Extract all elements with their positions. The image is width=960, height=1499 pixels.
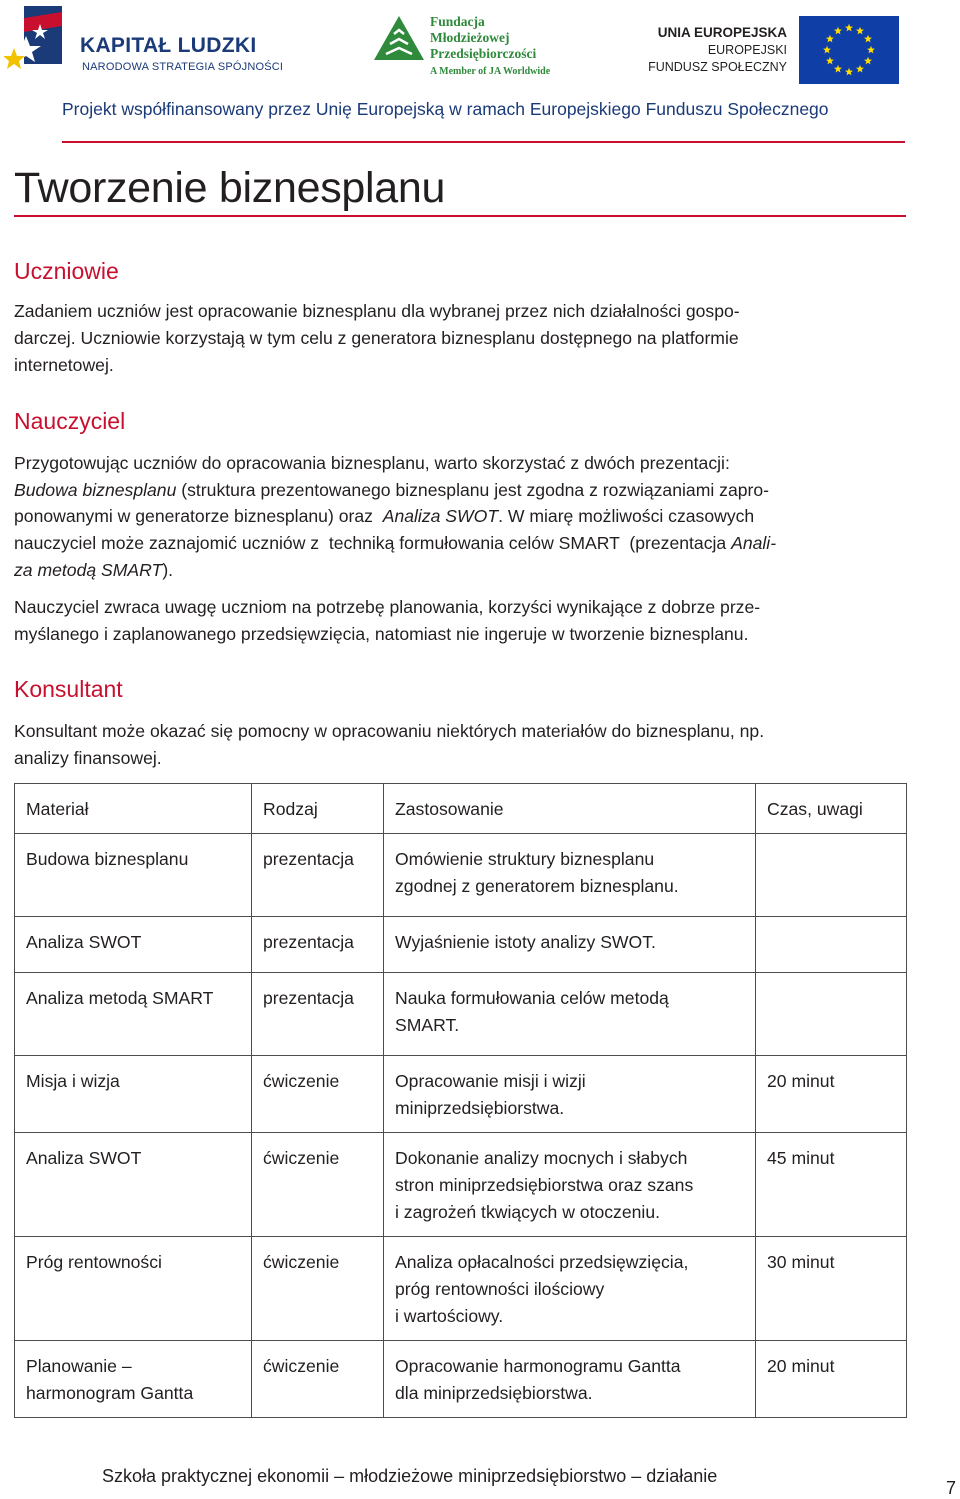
ue-line-1: UNIA EUROPEJSKA	[657, 25, 787, 40]
cell-czas	[756, 1341, 907, 1418]
fundacja-line-3: Przedsiębiorczości	[430, 46, 537, 61]
nauczyciel-line-3-b: . W miarę możliwości czasowych	[498, 506, 755, 526]
cell-czas-text: 20 minut	[767, 1071, 835, 1091]
fundacja-line-1: Fundacja	[430, 14, 485, 29]
table-row	[15, 834, 907, 917]
table-row	[15, 1237, 907, 1341]
cell-czas-text: 30 minut	[767, 1252, 835, 1272]
cell-zastosowanie	[384, 1133, 756, 1237]
nauczyciel-p2-line-1: Nauczyciel zwraca uwagę uczniom na potrzebę planowania, korzyści wynikające z dobrze prze-	[14, 597, 761, 617]
ue-line-2: EUROPEJSKI	[707, 43, 787, 57]
table-header-row	[15, 784, 907, 834]
nauczyciel-line-3	[14, 503, 754, 530]
cell-material-line: harmonogram Gantta	[26, 1383, 194, 1403]
cell-rodzaj-text: ćwiczenie	[263, 1356, 340, 1376]
material-ref-smart-1: Anali-	[731, 533, 777, 553]
cell-material	[15, 917, 252, 973]
nauczyciel-line-5	[14, 557, 173, 584]
cell-zastosowanie-line: dla miniprzedsiębiorstwa.	[395, 1383, 593, 1403]
cell-rodzaj-text: prezentacja	[263, 988, 354, 1008]
fundacja-tree-icon	[372, 14, 426, 62]
cell-zastosowanie-line: Dokonanie analizy mocnych i słabych	[395, 1148, 688, 1168]
cell-zastosowanie-line: i wartościowy.	[395, 1306, 504, 1326]
nauczyciel-p2-line-2: myślanego i zaplanowanego przedsięwzięcia, natomiast nie ingeruje w tworzenie biznesplanu.	[14, 624, 749, 644]
heading-uczniowie: Uczniowie	[14, 258, 119, 284]
cell-material-line: Analiza metodą SMART	[26, 988, 214, 1008]
cell-zastosowanie-line: miniprzedsiębiorstwa.	[395, 1098, 565, 1118]
nauczyciel-line-5-b: ).	[162, 560, 174, 580]
fundacja-line-2: Młodzieżowej	[430, 30, 510, 45]
konsultant-line-2: analizy finansowej.	[14, 748, 162, 768]
cell-material	[15, 1237, 252, 1341]
cell-material	[15, 1056, 252, 1133]
cell-zastosowanie	[384, 1056, 756, 1133]
cell-zastosowanie-line: próg rentowności ilościowy	[395, 1279, 605, 1299]
kapital-ludzki-subtitle: NARODOWA STRATEGIA SPÓJNOŚCI	[82, 61, 284, 73]
cell-rodzaj-text: ćwiczenie	[263, 1148, 340, 1168]
cell-czas-text: 45 minut	[767, 1148, 835, 1168]
footer-text: Szkoła praktycznej ekonomii – młodzieżowe miniprzedsiębiorstwo – działanie	[102, 1466, 718, 1486]
col-header-czas: Czas, uwagi	[756, 784, 907, 834]
page-number: 7	[946, 1478, 957, 1498]
cell-material	[15, 973, 252, 1056]
cell-zastosowanie	[384, 1341, 756, 1418]
cell-rodzaj	[252, 973, 384, 1056]
cell-czas	[756, 917, 907, 973]
nauczyciel-line-1: Przygotowując uczniów do opracowania biznesplanu, warto skorzystać z dwóch prezentacji:	[14, 453, 730, 473]
cell-rodzaj	[252, 1133, 384, 1237]
cell-zastosowanie-line: Nauka formułowania celów metodą	[395, 988, 669, 1008]
table-row	[15, 917, 907, 973]
table-row	[15, 973, 907, 1056]
nauczyciel-line-4-a: nauczyciel może zaznajomić uczniów z techniką formułowania celów SMART (prezentacja	[14, 533, 732, 553]
konsultant-line-1: Konsultant może okazać się pomocny w opracowaniu niektórych materiałów do biznesplanu, np.	[14, 721, 765, 741]
nauczyciel-line-2	[14, 477, 769, 504]
table-row	[15, 1133, 907, 1237]
cell-material-line: Próg rentowności	[26, 1252, 162, 1272]
kapital-ludzki-emblem-icon	[4, 4, 74, 80]
page-title: Tworzenie biznesplanu	[14, 164, 446, 212]
table-row	[15, 1056, 907, 1133]
cell-zastosowanie	[384, 917, 756, 973]
material-ref-swot: Analiza SWOT	[382, 506, 499, 526]
heading-nauczyciel: Nauczyciel	[14, 408, 126, 434]
cell-material-line: Analiza SWOT	[26, 1148, 142, 1168]
material-ref-budowa: Budowa biznesplanu	[14, 480, 177, 500]
cell-zastosowanie-line: Opracowanie misji i wizji	[395, 1071, 586, 1091]
nauczyciel-line-3-a: ponowanymi w generatorze biznesplanu) oraz	[14, 506, 383, 526]
fundacja-member: A Member of JA Worldwide	[430, 66, 551, 77]
nauczyciel-line-4	[14, 530, 776, 557]
uczniowie-line-3: internetowej.	[14, 355, 114, 375]
col-header-rodzaj: Rodzaj	[252, 784, 384, 834]
cell-rodzaj-text: prezentacja	[263, 849, 354, 869]
cell-material-line: Planowanie –	[26, 1356, 132, 1376]
cell-zastosowanie-line: Analiza opłacalności przedsięwzięcia,	[395, 1252, 689, 1272]
uczniowie-line-1: Zadaniem uczniów jest opracowanie biznesplanu dla wybranej przez nich działalności gospo-	[14, 301, 740, 321]
cell-rodzaj	[252, 917, 384, 973]
cell-zastosowanie	[384, 973, 756, 1056]
cell-rodzaj-text: prezentacja	[263, 932, 354, 952]
cell-czas-text: 20 minut	[767, 1356, 835, 1376]
cell-rodzaj	[252, 1341, 384, 1418]
cell-czas	[756, 1237, 907, 1341]
cell-zastosowanie-line: Opracowanie harmonogramu Gantta	[395, 1356, 681, 1376]
cell-zastosowanie-line: Omówienie struktury biznesplanu	[395, 849, 655, 869]
uczniowie-line-2: darczej. Uczniowie korzystają w tym celu z generatora biznesplanu dostępnego na platformie	[14, 328, 739, 348]
eu-flag-icon	[799, 16, 899, 84]
cell-rodzaj	[252, 834, 384, 917]
kapital-ludzki-logo	[4, 4, 74, 80]
cell-rodzaj	[252, 1056, 384, 1133]
kapital-ludzki-title: KAPITAŁ LUDZKI	[80, 34, 257, 57]
cell-czas	[756, 1133, 907, 1237]
cell-zastosowanie-line: zgodnej z generatorem biznesplanu.	[395, 876, 679, 896]
materials-table	[14, 783, 907, 1418]
cell-zastosowanie	[384, 834, 756, 917]
projekt-statement: Projekt współfinansowany przez Unię Europejską w ramach Europejskiego Funduszu Społecznego	[62, 99, 829, 119]
material-ref-smart-2: za metodą SMART	[14, 560, 163, 580]
cell-czas	[756, 1056, 907, 1133]
cell-material	[15, 834, 252, 917]
cell-rodzaj-text: ćwiczenie	[263, 1252, 340, 1272]
cell-material-line: Analiza SWOT	[26, 932, 142, 952]
cell-material	[15, 1341, 252, 1418]
title-divider	[14, 215, 906, 217]
ue-line-3: FUNDUSZ SPOŁECZNY	[648, 60, 787, 74]
cell-material-line: Budowa biznesplanu	[26, 849, 189, 869]
cell-czas	[756, 834, 907, 917]
cell-material-line: Misja i wizja	[26, 1071, 120, 1091]
cell-zastosowanie-line: i zagrożeń tkwiących w otoczeniu.	[395, 1202, 661, 1222]
header-divider	[62, 141, 905, 143]
table-row	[15, 1341, 907, 1418]
eu-flag	[799, 16, 899, 84]
cell-material	[15, 1133, 252, 1237]
cell-zastosowanie-line: stron miniprzedsiębiorstwa oraz szans	[395, 1175, 694, 1195]
nauczyciel-line-2-text: (struktura prezentowanego biznesplanu jest zgodna z rozwiązaniami zapro-	[176, 480, 770, 500]
cell-rodzaj-text: ćwiczenie	[263, 1071, 340, 1091]
col-header-zastosowanie: Zastosowanie	[384, 784, 756, 834]
cell-zastosowanie-line: Wyjaśnienie istoty analizy SWOT.	[395, 932, 656, 952]
heading-konsultant: Konsultant	[14, 676, 123, 702]
col-header-material: Materiał	[15, 784, 252, 834]
cell-zastosowanie	[384, 1237, 756, 1341]
cell-zastosowanie-line: SMART.	[395, 1015, 460, 1035]
cell-czas	[756, 973, 907, 1056]
fundacja-logo	[372, 14, 426, 62]
cell-rodzaj	[252, 1237, 384, 1341]
